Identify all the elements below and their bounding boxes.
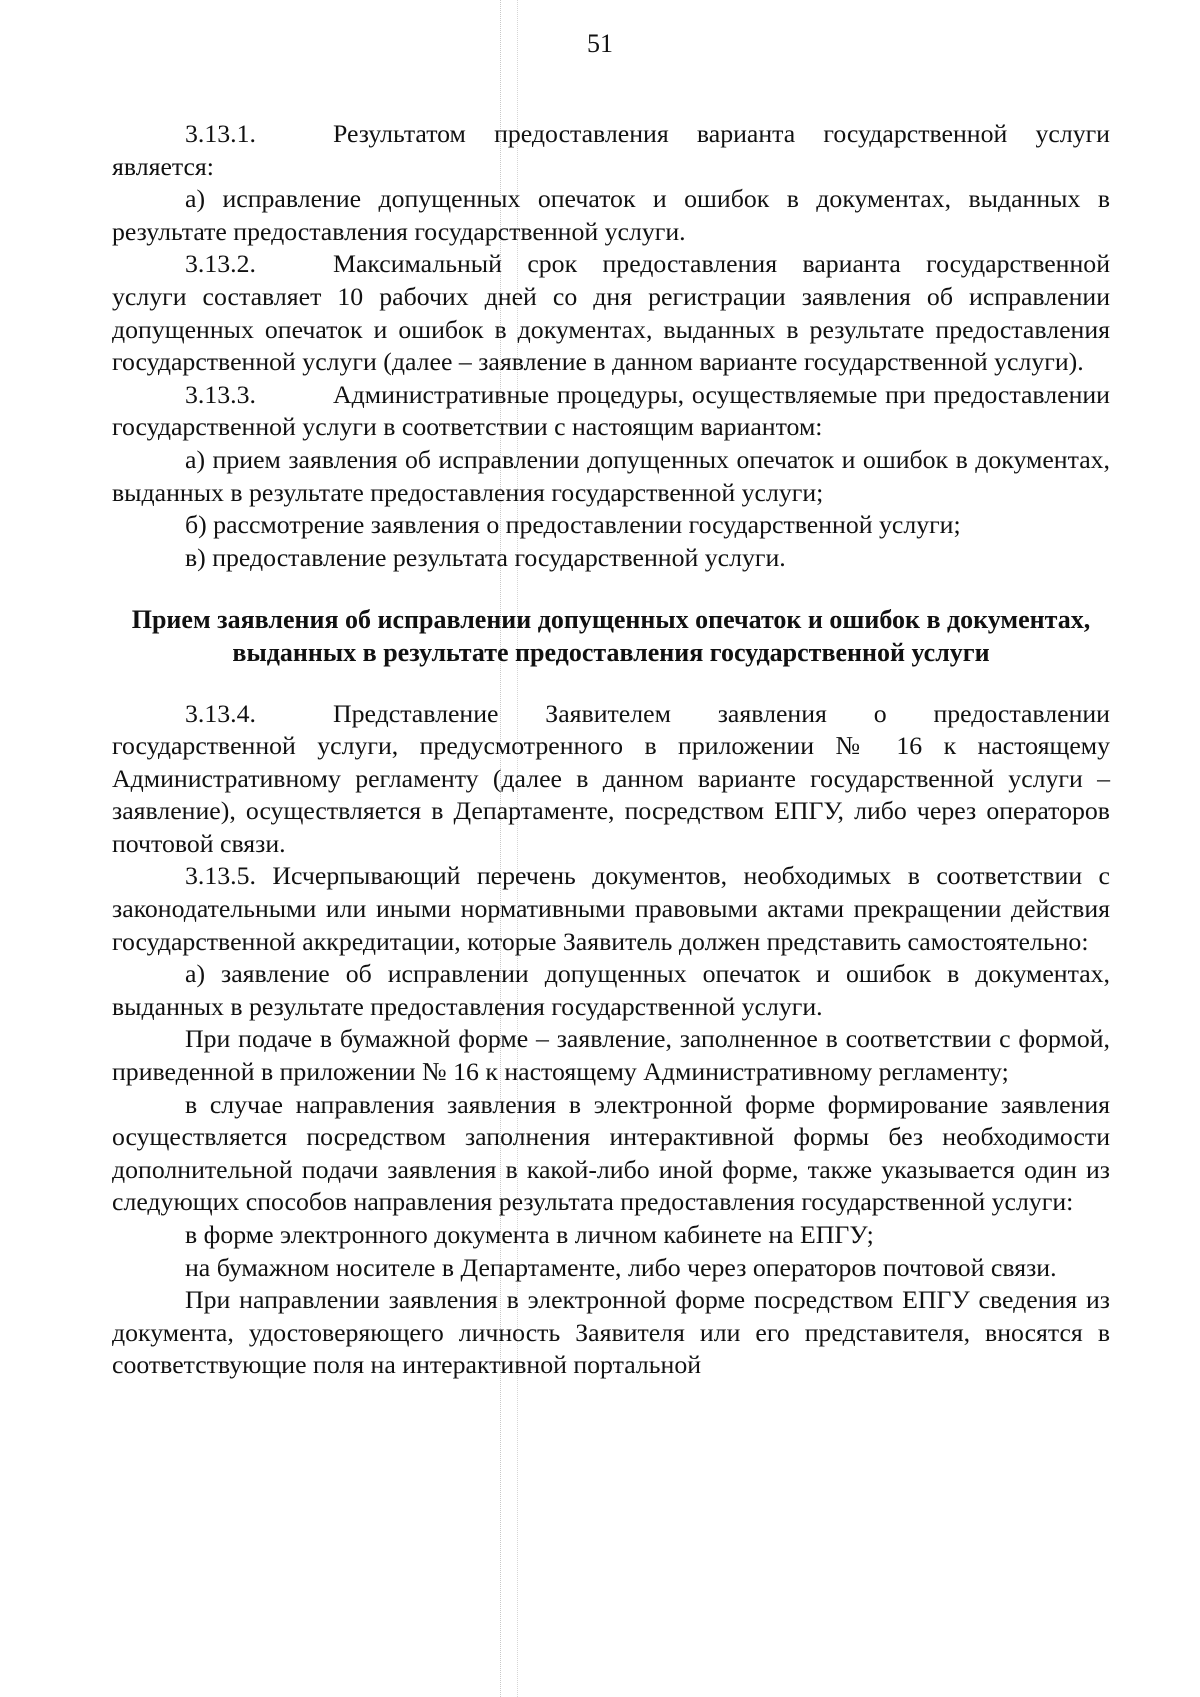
page-number: 51 xyxy=(587,29,613,58)
clause-number: 3.13.1. xyxy=(185,119,256,148)
paragraph xyxy=(112,444,1110,509)
paragraph xyxy=(112,248,1110,378)
paragraph xyxy=(112,1219,1110,1252)
paragraph-text: Результатом предоставления варианта государственной услуги является: xyxy=(112,119,1110,181)
paragraph-text: При направлении заявления в электронной форме посредством ЕПГУ сведения из документа, удостоверяющего личность Заявителя или его представителя, вносятся в соответствующие поля на интерактивной портальной xyxy=(112,1285,1110,1380)
paragraph xyxy=(112,1284,1110,1382)
paragraph-text: на бумажном носителе в Департаменте, либо через операторов почтовой связи. xyxy=(185,1252,1057,1282)
paragraph xyxy=(112,542,1110,575)
paragraph xyxy=(112,1023,1110,1088)
paragraph xyxy=(112,1089,1110,1219)
section-heading: Прием заявления об исправлении допущенных опечаток и ошибок в документах, выданных в результате предоставления государственной услуги xyxy=(131,605,1091,667)
paragraph-text: Административные процедуры, осуществляемые при предоставлении государственной услуги в соответствии с настоящим вариантом: xyxy=(112,379,1110,442)
paragraph-text: в) предоставление результата государственной услуги. xyxy=(185,542,786,572)
document-body xyxy=(112,118,1110,1382)
paragraph-text: 3.13.5. Исчерпывающий перечень документов, необходимых в соответствии с законодательными или иными нормативными правовыми актами прекращении действия государственной аккредитации, которые Заявитель должен представить самостоятельно: xyxy=(112,861,1110,956)
paragraph xyxy=(112,379,1110,444)
clause-number: 3.13.2. xyxy=(185,249,256,279)
paragraph xyxy=(112,509,1110,542)
paragraph xyxy=(112,183,1110,248)
paragraph-text: а) заявление об исправлении допущенных опечаток и ошибок в документах, выданных в результате предоставления государственной услуги. xyxy=(112,959,1110,1021)
clause-number: 3.13.3. xyxy=(185,379,256,409)
paragraph-text: Максимальный срок предоставления варианта государственной услуги составляет 10 рабочих дней со дня регистрации заявления об исправлении допущенных опечаток и ошибок в документах, выданных в результате предоставления государственной услуги (далее – заявление в данном варианте государственной услуги). xyxy=(112,249,1110,377)
paragraph xyxy=(112,118,1110,183)
paragraph-text: При подаче в бумажной форме – заявление, заполненное в соответствии с формой, приведенной в приложении № 16 к настоящему Административному регламенту; xyxy=(112,1024,1110,1087)
paragraph-text: в случае направления заявления в электронной форме формирование заявления осуществляется посредством заполнения интерактивной формы без необходимости дополнительной подачи заявления в какой-либо иной форме, также указывается один из следующих способов направления результата предоставления государственной услуги: xyxy=(112,1089,1110,1217)
paragraph xyxy=(112,1252,1110,1285)
paragraph-text: в форме электронного документа в личном кабинете на ЕПГУ; xyxy=(185,1220,874,1249)
paragraph-text: а) прием заявления об исправлении допущенных опечаток и ошибок в документах, выданных в результате предоставления государственной услуги; xyxy=(112,444,1110,507)
paragraph-text: б) рассмотрение заявления о предоставлении государственной услуги; xyxy=(185,510,961,540)
clause-number: 3.13.4. xyxy=(185,698,256,728)
paragraph-text: Представление Заявителем заявления о предоставлении государственной услуги, предусмотренного в приложении № 16 к настоящему Административному регламенту (далее в данном варианте государственной услуги – заявление), осуществляется в Департаменте, посредством ЕПГУ, либо через операторов почтовой связи. xyxy=(112,698,1110,858)
paragraph-text: а) исправление допущенных опечаток и ошибок в документах, выданных в результате предоставления государственной услуги. xyxy=(112,184,1110,246)
paragraph xyxy=(112,698,1110,861)
paragraph xyxy=(112,958,1110,1023)
paragraph xyxy=(112,860,1110,958)
